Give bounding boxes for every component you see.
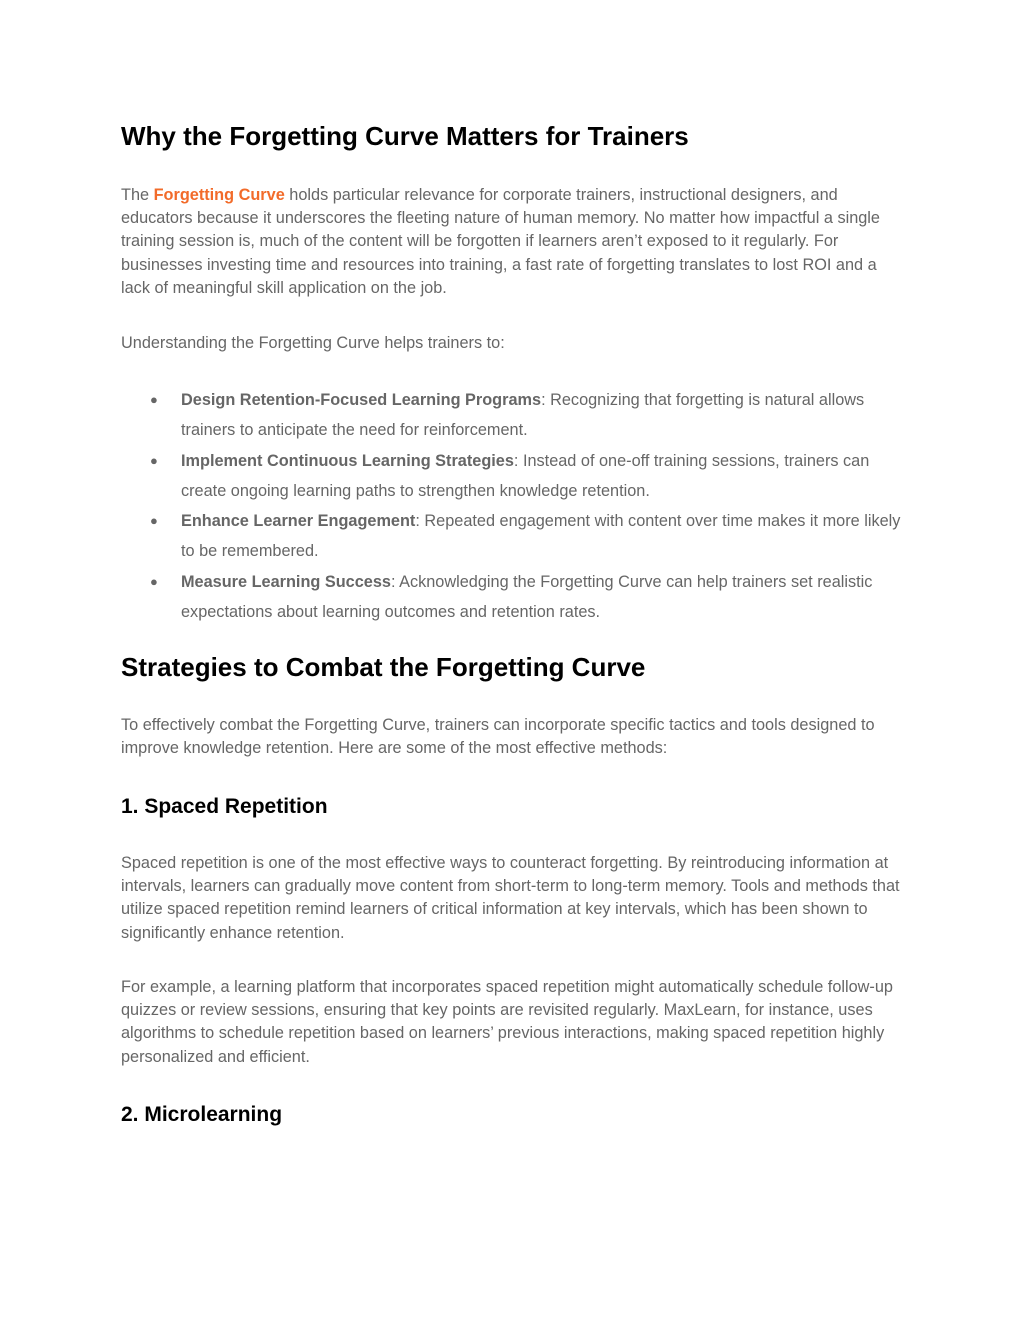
section-heading-strategies: Strategies to Combat the Forgetting Curve: [121, 652, 646, 682]
list-item-term: Design Retention-Focused Learning Programs: [181, 391, 542, 409]
bullets-lead-in: Understanding the Forgetting Curve helps trainers to:: [121, 334, 505, 352]
list-item-text: : Recognizing that forgetting is natural allows trainers to anticipate the need for reinforcement.: [181, 391, 865, 440]
list-item-term: Implement Continuous Learning Strategies: [181, 451, 514, 470]
bullet-icon: ●: [150, 452, 158, 468]
list-item-text: : Repeated engagement with content over time makes it more likely to be remembered.: [181, 512, 901, 561]
bullet-icon: ●: [150, 392, 158, 407]
spaced-repetition-paragraph-2: For example, a learning platform that incorporates spaced repetition might automatically schedule follow-up quizzes or review sessions, ensuring that key points are revisited regularly. MaxLearn, for instance, uses algorithms to schedule repetition based on learners’ previous interactions, making spaced repetition highly personalized and efficient.: [121, 978, 893, 1066]
list-item-text: : Acknowledging the Forgetting Curve can help trainers set realistic expectations about learning outcomes and retention rates.: [181, 572, 873, 622]
list-item-text: : Instead of one-off training sessions, trainers can create ongoing learning paths to strengthen knowledge retention.: [181, 451, 870, 500]
list-item: [121, 385, 901, 446]
bullet-icon: ●: [150, 513, 158, 529]
trainer-benefits-list: [121, 385, 901, 627]
intro-paragraph: [121, 184, 901, 300]
spaced-repetition-paragraph-1: Spaced repetition is one of the most effective ways to counteract forgetting. By reintroducing information at intervals, learners can gradually move content from short-term to long-term memory. Tools and methods that utilize spaced repetition remind learners of critical information at key intervals, which has been shown to significantly enhance retention.: [121, 854, 900, 942]
list-item: [121, 446, 901, 507]
section-heading-why-forgetting-curve-matters: Why the Forgetting Curve Matters for Trainers: [121, 121, 689, 151]
list-item: [121, 567, 901, 628]
strategies-intro-paragraph: To effectively combat the Forgetting Curve, trainers can incorporate specific tactics and tools designed to improve knowledge retention. Here are some of the most effective methods:: [121, 716, 875, 758]
intro-prefix: The: [121, 186, 154, 204]
subheading-spaced-repetition: 1. Spaced Repetition: [121, 795, 328, 818]
intro-rest: holds particular relevance for corporate trainers, instructional designers, and educators because it underscores the fleeting nature of human memory. No matter how impactful a single training session is, much of the content will be forgotten if learners aren’t exposed to it regularly. For businesses investing time and resources into training, a fast rate of forgetting translates to lost ROI and a lack of meaningful skill application on the job.: [121, 186, 880, 297]
bullet-icon: ●: [150, 573, 158, 589]
forgetting-curve-highlight: Forgetting Curve: [153, 186, 285, 204]
list-item: [121, 506, 901, 567]
list-item-term: Enhance Learner Engagement: [181, 512, 416, 531]
list-item-term: Measure Learning Success: [181, 572, 391, 591]
subheading-microlearning: 2. Microlearning: [121, 1103, 283, 1126]
